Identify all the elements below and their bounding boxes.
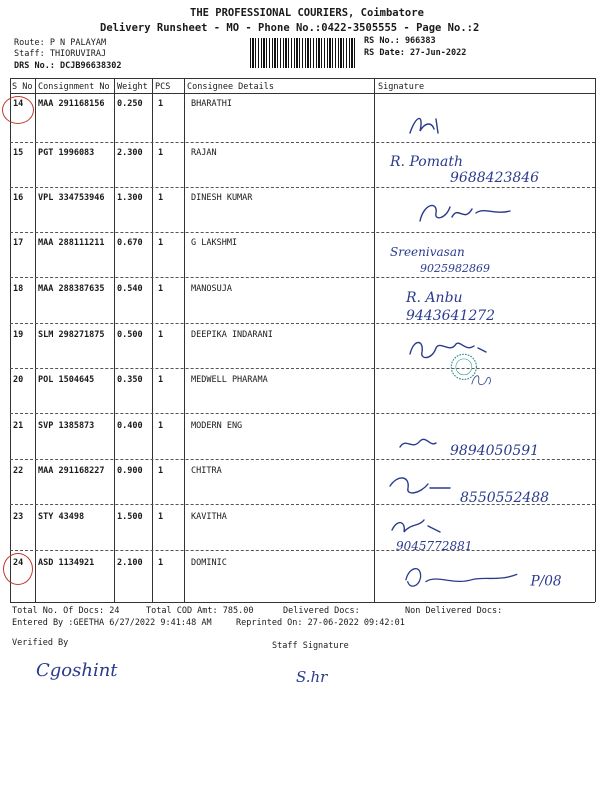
row-weight: 0.350: [117, 375, 143, 385]
col-header-consignment: Consignment No: [38, 82, 110, 92]
row-pcs: 1: [158, 193, 164, 203]
col-header-pcs: PCS: [155, 82, 171, 92]
table-header-rule: [10, 93, 595, 94]
row-sno: 15: [13, 148, 24, 158]
rs-number: RS No.: 966383: [364, 36, 436, 46]
rs-date: RS Date: 27-Jun-2022: [364, 48, 467, 58]
verified-by-label: Verified By: [12, 638, 69, 648]
drs-number: DRS No.: DCJB96638302: [14, 61, 122, 71]
staff-signature: [290, 656, 350, 692]
row-consignee: MODERN ENG: [191, 421, 243, 431]
row-sno: 16: [13, 193, 24, 203]
row-consignee: G LAKSHMI: [191, 238, 238, 248]
row-weight: 1.500: [117, 512, 143, 522]
row-weight: 2.300: [117, 148, 143, 158]
sig-row-23-phone: 9045772881: [396, 539, 473, 552]
row-consignment: ASD 1134921: [38, 558, 95, 568]
row-weight: 0.250: [117, 99, 143, 109]
sig-row-15-phone: 9688423846: [450, 170, 540, 186]
red-pen-circle: [2, 96, 34, 124]
row-sno: 21: [13, 421, 24, 431]
row-consignment: SVP 1385873: [38, 421, 95, 431]
row-consignment: MAA 288111211: [38, 238, 105, 248]
row-sno: 17: [13, 238, 24, 248]
signature-row-23: [380, 512, 590, 552]
staff-label: Staff: THIORUVIRAJ: [14, 49, 107, 59]
row-sno: 20: [13, 375, 24, 385]
row-sno: 14: [13, 99, 24, 109]
barcode: [250, 38, 356, 68]
row-consignment: POL 1504645: [38, 375, 95, 385]
row-weight: 0.900: [117, 466, 143, 476]
cod-label: Total COD Amt:: [146, 606, 218, 616]
delivered-docs-label: Delivered Docs:: [283, 606, 360, 616]
row-weight: 0.500: [117, 330, 143, 340]
row-weight: 2.100: [117, 558, 143, 568]
staff-signature-text: S.hr: [296, 668, 328, 686]
row-consignment: STY 43498: [38, 512, 85, 522]
row-weight: 0.400: [117, 421, 143, 431]
signature-row-18: [380, 284, 590, 324]
row-pcs: 1: [158, 375, 164, 385]
verified-signature-text: Cgoshint: [36, 660, 118, 681]
row-divider: [10, 413, 595, 414]
row-consignment: SLM 298271875: [38, 330, 105, 340]
sig-row-22-phone: 8550552488: [460, 490, 550, 506]
row-pcs: 1: [158, 99, 164, 109]
row-consignee: DOMINIC: [191, 558, 227, 568]
row-pcs: 1: [158, 330, 164, 340]
company-stamp-icon: [451, 354, 476, 379]
signature-row-15: [380, 148, 590, 188]
sig-row-21-phone: 9894050591: [450, 443, 540, 459]
row-sno: 22: [13, 466, 24, 476]
col-header-weight: Weight: [117, 82, 148, 92]
col-header-consignee: Consignee Details: [187, 82, 274, 92]
cod-amount: 785.00: [222, 606, 254, 616]
total-docs-value: 24: [109, 606, 120, 616]
total-docs: [12, 606, 120, 616]
company-title: THE PROFESSIONAL COURIERS, Coimbatore: [190, 7, 424, 19]
red-pen-circle: [3, 553, 33, 585]
signature-row-21: [380, 421, 590, 461]
sig-row-18-phone: 9443641272: [406, 308, 496, 324]
row-consignment: MAA 288387635: [38, 284, 105, 294]
row-consignment: PGT 1996083: [38, 148, 95, 158]
row-pcs: 1: [158, 421, 164, 431]
runsheet-title: Delivery Runsheet - MO - Phone No.:0422-3505555 - Page No.:2: [100, 22, 480, 34]
row-pcs: 1: [158, 512, 164, 522]
signature-row-22: [380, 466, 590, 506]
entered-by: Entered By :GEETHA 6/27/2022 9:41:48 AM: [12, 618, 212, 628]
row-sno: 19: [13, 330, 24, 340]
row-pcs: 1: [158, 148, 164, 158]
signature-row-20: [380, 352, 590, 392]
sig-row-24-note: P/08: [530, 573, 562, 590]
row-consignment: MAA 291168227: [38, 466, 105, 476]
row-sno: 23: [13, 512, 24, 522]
row-consignee: RAJAN: [191, 148, 217, 158]
non-delivered-docs-label: Non Delivered Docs:: [405, 606, 503, 616]
signature-row-24: [380, 558, 590, 598]
total-cod: [146, 606, 254, 616]
col-header-sno: S No: [12, 82, 33, 92]
col-header-signature: Signature: [378, 82, 425, 92]
row-sno: 18: [13, 284, 24, 294]
table-top-rule: [10, 78, 595, 79]
signature-row-14: [380, 103, 590, 143]
signature-row-17: [380, 238, 590, 278]
row-consignee: CHITRA: [191, 466, 222, 476]
reprinted-on: Reprinted On: 27-06-2022 09:42:01: [236, 618, 405, 628]
staff-signature-label: Staff Signature: [272, 641, 349, 651]
row-pcs: 1: [158, 284, 164, 294]
total-docs-label: Total No. Of Docs:: [12, 606, 105, 616]
sig-row-15-name: R. Pomath: [390, 154, 463, 170]
row-consignee: KAVITHA: [191, 512, 227, 522]
signature-row-16: [380, 193, 590, 233]
row-consignment: VPL 334753946: [38, 193, 105, 203]
row-pcs: 1: [158, 238, 164, 248]
verified-by-signature: [30, 648, 150, 688]
row-weight: 1.300: [117, 193, 143, 203]
row-consignment: MAA 291168156: [38, 99, 105, 109]
row-weight: 0.540: [117, 284, 143, 294]
row-consignee: BHARATHI: [191, 99, 232, 109]
row-consignee: MANOSUJA: [191, 284, 232, 294]
row-consignee: DINESH KUMAR: [191, 193, 253, 203]
sig-row-17-phone: 9025982869: [420, 262, 490, 275]
row-consignee: DEEPIKA INDARANI: [191, 330, 273, 340]
row-pcs: 1: [158, 466, 164, 476]
row-weight: 0.670: [117, 238, 143, 248]
sig-row-17-name: Sreenivasan: [390, 245, 465, 259]
route-label: Route: P N PALAYAM: [14, 38, 107, 48]
sig-row-18-name: R. Anbu: [406, 290, 463, 306]
row-pcs: 1: [158, 558, 164, 568]
row-sno: 24: [13, 558, 24, 568]
row-consignee: MEDWELL PHARAMA: [191, 375, 268, 385]
